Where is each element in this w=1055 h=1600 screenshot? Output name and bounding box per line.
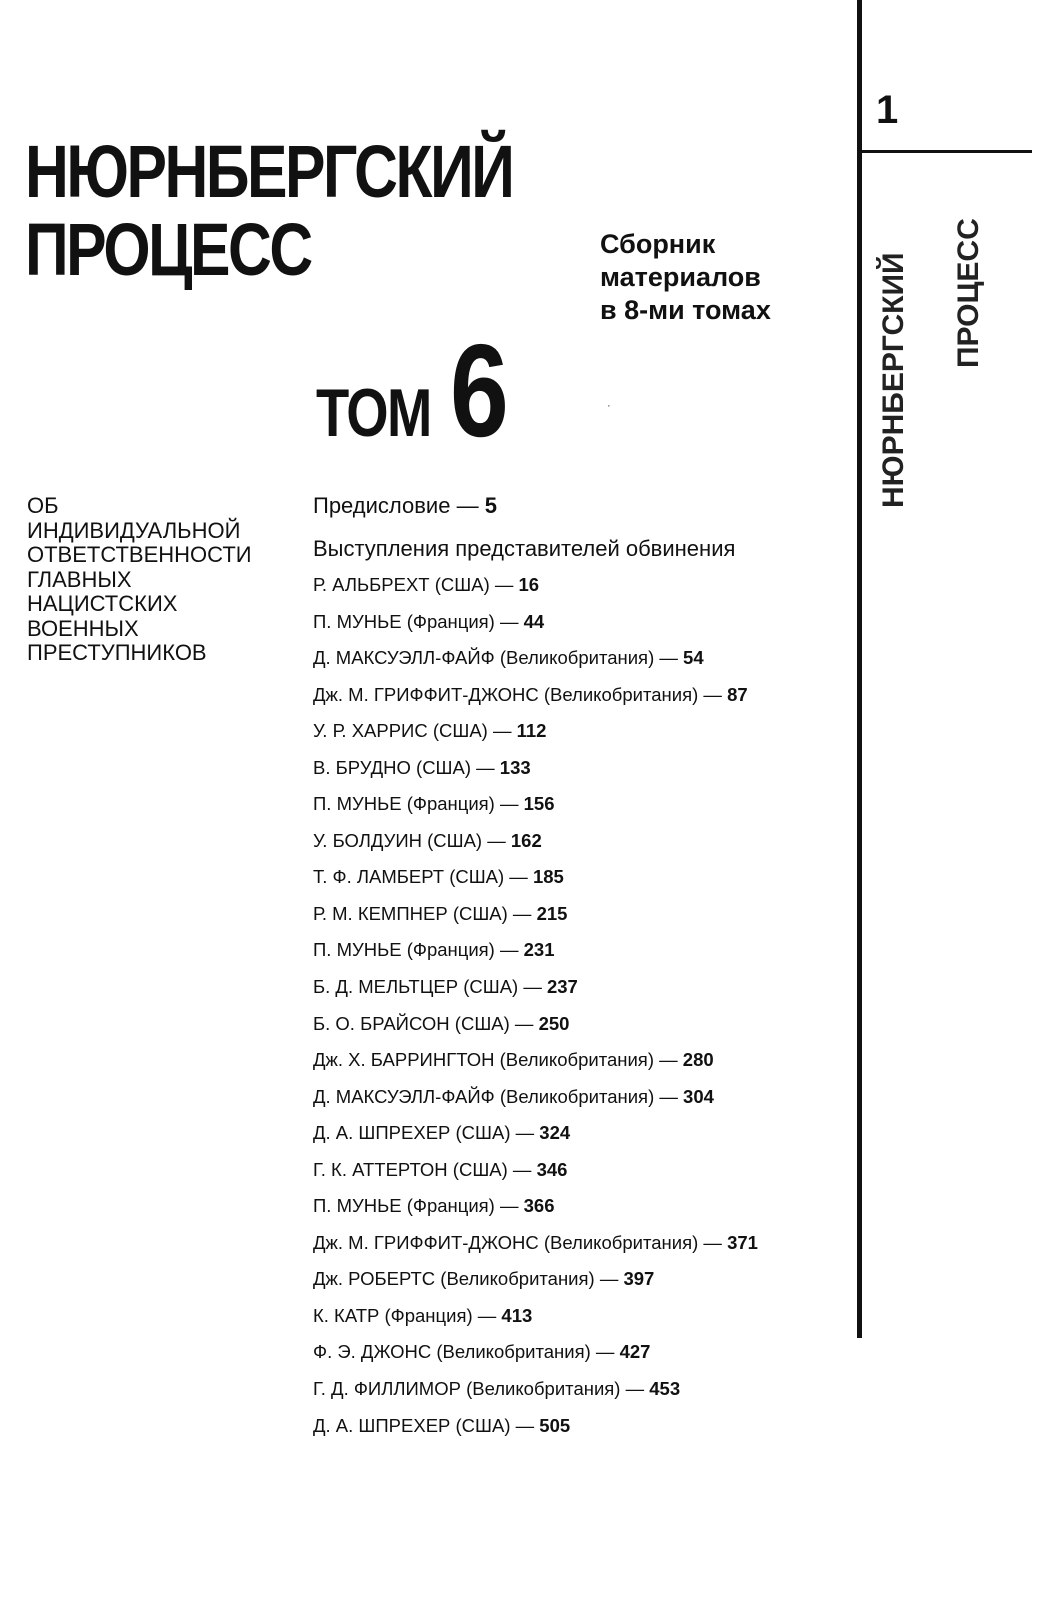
toc-entry: Д. А. ШПРЕХЕР (США) — 324 (313, 1122, 571, 1144)
toc-entry-name: В. БРУДНО (США) (313, 756, 472, 778)
toc-entry-page: 133 (499, 756, 531, 778)
toc-entry: У. Р. ХАРРИС (США) — 112 (313, 720, 547, 742)
description-line: ГЛАВНЫХ (27, 566, 132, 592)
toc-entry-name: П. МУНЬЕ (Франция) (313, 610, 495, 632)
spine-title-text: НЮРНБЕРГСКИЙ (877, 252, 910, 508)
toc-entry: Дж. М. ГРИФФИТ-ДЖОНС (Великобритания) — 371 (313, 1231, 758, 1253)
description-line: ПРЕСТУПНИКОВ (27, 640, 207, 665)
toc-entry-name: Г. К. АТТЕРТОН (США) (313, 1158, 508, 1180)
toc-entry-list (313, 574, 758, 1451)
toc-entry-page: 185 (532, 866, 564, 888)
toc-entry-page: 54 (683, 647, 704, 669)
toc-entry-name: Д. А. ШПРЕХЕР (США) (313, 1122, 511, 1144)
description-line: ИНДИВИДУАЛЬНОЙ (27, 517, 241, 543)
toc-entry: Б. О. БРАЙСОН (США) — 250 (313, 1012, 570, 1034)
toc-entry-name: Р. М. КЕМПНЕР (США) (313, 902, 508, 924)
toc-entry-name: П. МУНЬЕ (Франция) (313, 793, 495, 815)
toc-entry: В. БРУДНО (США) — 133 (313, 756, 531, 778)
toc-preface: Предисловие — 5 (313, 493, 497, 518)
toc-entry: П. МУНЬЕ (Франция) — 366 (313, 1195, 555, 1217)
toc-entry-name: У. Р. ХАРРИС (США) (313, 720, 488, 742)
book-title-line-2: ПРОЦЕСС (25, 208, 311, 291)
toc-entry-page: 366 (523, 1195, 555, 1217)
toc-entry-page: 237 (546, 976, 578, 998)
book-title-line-1: НЮРНБЕРГСКИЙ (25, 130, 513, 213)
book-title (25, 130, 513, 291)
toc-preface-page: 5 (484, 493, 497, 518)
toc-entry-name: Р. АЛЬБРЕХТ (США) (313, 574, 490, 595)
print-speck: · (607, 400, 611, 412)
toc-entry-name: Б. О. БРАЙСОН (США) (313, 1012, 510, 1034)
volume-number: 6 (449, 317, 509, 464)
toc-entry-name: Дж. РОБЕРТС (Великобритания) (313, 1268, 595, 1290)
toc-preface-text: Предисловие (313, 493, 451, 518)
toc-entry-name: Ф. Э. ДЖОНС (Великобритания) (313, 1341, 591, 1363)
toc-entry: Т. Ф. ЛАМБЕРТ (США) — 185 (313, 866, 564, 888)
toc-entry: Г. К. АТТЕРТОН (США) — 346 (313, 1158, 568, 1180)
toc-entry: П. МУНЬЕ (Франция) — 231 (313, 939, 555, 961)
toc-entry: Дж. Х. БАРРИНГТОН (Великобритания) — 280 (313, 1049, 714, 1071)
toc-entry-page: 280 (682, 1049, 714, 1071)
volume-description (27, 494, 252, 666)
description-line: ОТВЕТСТВЕННОСТИ (27, 542, 252, 567)
toc-entry: Д. МАКСУЭЛЛ-ФАЙФ (Великобритания) — 304 (313, 1085, 714, 1107)
toc-entry-name: Т. Ф. ЛАМБЕРТ (США) (313, 866, 505, 888)
toc-entry-page: 427 (619, 1341, 651, 1363)
subtitle-line-3: в 8-ми томах (600, 295, 771, 325)
subtitle-line-1: Сборник (600, 229, 716, 259)
toc-entry-page: 346 (536, 1158, 568, 1180)
toc-entry-name: Д. А. ШПРЕХЕР (США) (313, 1414, 511, 1436)
toc-entry-page: 162 (510, 829, 542, 851)
toc-entry: Б. Д. МЕЛЬТЦЕР (США) — 237 (313, 976, 578, 998)
toc-entry-page: 112 (516, 720, 547, 742)
toc-entry: Ф. Э. ДЖОНС (Великобритания) — 427 (313, 1341, 651, 1363)
toc-entry-page: 215 (536, 902, 568, 924)
toc-entry: К. КАТР (Франция) — 413 (313, 1304, 533, 1326)
description-line: НАЦИСТСКИХ (27, 591, 178, 616)
volume-label (316, 315, 523, 466)
toc-entry: Д. А. ШПРЕХЕР (США) — 505 (313, 1414, 571, 1436)
toc-entry-name: Д. МАКСУЭЛЛ-ФАЙФ (Великобритания) (313, 647, 655, 669)
volume-word: ТОМ (316, 375, 431, 451)
toc-entry: Р. М. КЕМПНЕР (США) — 215 (313, 902, 568, 924)
description-line: ОБ (27, 493, 59, 518)
toc-entry-name: Б. Д. МЕЛЬТЦЕР (США) (313, 976, 519, 998)
toc-entry-name: Д. МАКСУЭЛЛ-ФАЙФ (Великобритания) (313, 1085, 655, 1107)
toc-entry: П. МУНЬЕ (Франция) — 44 (313, 610, 545, 632)
toc-entry: П. МУНЬЕ (Франция) — 156 (313, 793, 555, 815)
toc-entry-name: К. КАТР (Франция) (313, 1304, 473, 1326)
toc-entry-page: 44 (523, 610, 545, 632)
toc-entry: Г. Д. ФИЛЛИМОР (Великобритания) — 453 (313, 1378, 681, 1400)
toc-entry-page: 87 (727, 683, 748, 705)
toc-entry-page: 371 (727, 1231, 758, 1253)
toc-entry-name: П. МУНЬЕ (Франция) (313, 1195, 495, 1217)
toc-entry-page: 324 (539, 1122, 571, 1144)
toc-entry: Р. АЛЬБРЕХТ (США) — 16 (313, 574, 540, 595)
toc-entry-page: 250 (538, 1012, 570, 1034)
toc-entry-name: Дж. М. ГРИФФИТ-ДЖОНС (Великобритания) (313, 683, 699, 705)
description-line: ВОЕННЫХ (27, 615, 139, 641)
spine-volume-number: 1 (876, 88, 899, 132)
toc-entry-page: 16 (518, 574, 540, 595)
toc-entry: У. БОЛДУИН (США) — 162 (313, 829, 542, 851)
toc-section-heading: Выступления представителей обвинения (313, 536, 736, 561)
toc-entry-page: 397 (623, 1268, 655, 1290)
toc-entry: Дж. РОБЕРТС (Великобритания) — 397 (313, 1268, 655, 1290)
spine-subtitle-text: ПРОЦЕСС (952, 218, 985, 368)
toc-entry-name: Г. Д. ФИЛЛИМОР (Великобритания) (313, 1378, 621, 1400)
toc-entry-page: 231 (523, 939, 555, 961)
toc-entry-name: Дж. М. ГРИФФИТ-ДЖОНС (Великобритания) (313, 1231, 699, 1253)
toc-entry-page: 505 (539, 1414, 571, 1436)
toc-entry-page: 453 (649, 1378, 681, 1400)
toc-entry-page: 304 (683, 1085, 714, 1107)
spine-horizontal-rule (862, 150, 1032, 153)
toc-entry-name: П. МУНЬЕ (Франция) (313, 939, 495, 961)
toc-entry: Дж. М. ГРИФФИТ-ДЖОНС (Великобритания) — 87 (313, 683, 748, 705)
toc-entry-name: Дж. Х. БАРРИНГТОН (Великобритания) (313, 1049, 654, 1071)
toc-entry-name: У. БОЛДУИН (США) (313, 829, 483, 851)
collection-subtitle (600, 228, 771, 327)
toc-entry-page: 413 (501, 1304, 533, 1326)
toc-entry-page: 156 (523, 793, 555, 815)
spine-vertical-rule (857, 0, 862, 1338)
subtitle-line-2: материалов (600, 262, 761, 292)
table-of-contents (313, 493, 758, 1451)
toc-entry: Д. МАКСУЭЛЛ-ФАЙФ (Великобритания) — 54 (313, 647, 704, 669)
